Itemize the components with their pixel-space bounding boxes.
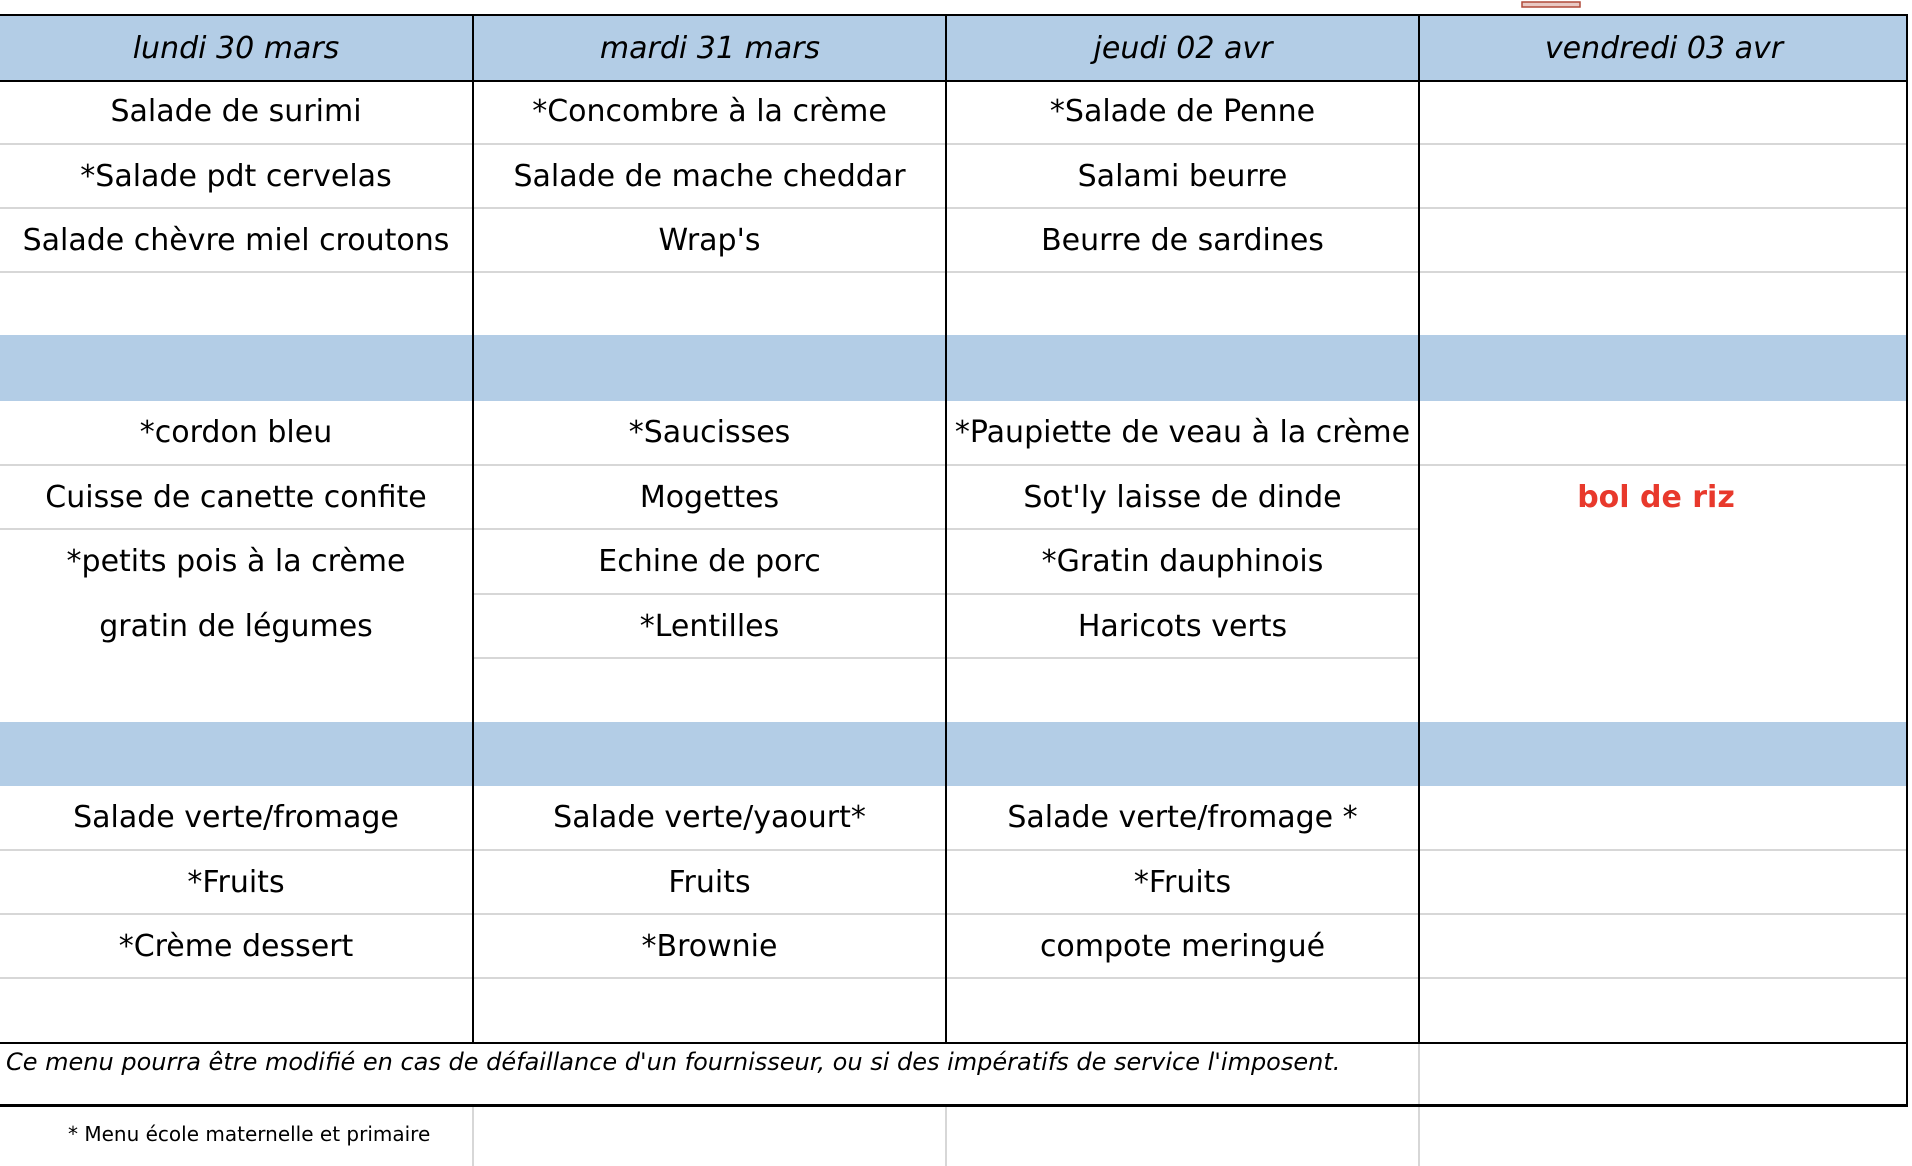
grid-line [945, 1107, 947, 1166]
plat-thursday-1: *Paupiette de veau à la crème [954, 415, 1411, 450]
plat-monday-1: *cordon bleu [139, 415, 333, 450]
notice-bottom-border [0, 1104, 1908, 1107]
column-border [1906, 14, 1908, 1104]
entree-monday-1: Salade de surimi [110, 94, 362, 129]
grid-line [474, 657, 1420, 659]
dessert-monday-2: *Fruits [187, 864, 285, 900]
disclaimer-note: Ce menu pourra être modifié en cas de défaillance d'un fournisseur, ou si des impératifs de service l'imposent. [6, 1048, 1341, 1076]
entree-tuesday-2: Salade de mache cheddar [513, 158, 906, 194]
plat-tuesday-4: *Lentilles [639, 608, 780, 644]
plat-thursday-3: *Gratin dauphinois [1041, 544, 1324, 579]
plat-monday-3: *petits pois à la crème [66, 544, 406, 579]
dessert-tuesday-1: Salade verte/yaourt* [553, 800, 866, 835]
entree-thursday-3: Beurre de sardines [1041, 222, 1324, 258]
day-header-tuesday: mardi 31 mars [599, 30, 821, 66]
entree-monday-3: Salade chèvre miel croutons [22, 222, 450, 258]
dessert-thursday-3: compote meringué [1039, 928, 1326, 964]
grid-line [0, 271, 1908, 273]
dessert-tuesday-3: *Brownie [641, 928, 778, 964]
plat-tuesday-1: *Saucisses [628, 415, 791, 450]
plat-friday-highlight: bol de riz [1577, 479, 1735, 515]
dessert-tuesday-2: Fruits [668, 864, 751, 900]
plat-thursday-4: Haricots verts [1077, 608, 1288, 644]
day-header-thursday: jeudi 02 avr [1093, 30, 1273, 66]
plat-tuesday-2: Mogettes [639, 479, 780, 515]
grid-line [1418, 1107, 1420, 1166]
entree-thursday-2: Salami beurre [1077, 158, 1288, 194]
section-band-desserts [0, 722, 1908, 786]
dessert-thursday-1: Salade verte/fromage * [1007, 800, 1358, 835]
dessert-monday-1: Salade verte/fromage [73, 800, 399, 835]
plat-monday-4: gratin de légumes [99, 608, 373, 644]
entree-tuesday-1: *Concombre à la crème [532, 94, 887, 129]
plat-thursday-2: Sot'ly laisse de dinde [1023, 479, 1342, 515]
grid-line [0, 977, 1908, 979]
grid-line [1418, 1044, 1420, 1104]
entree-monday-2: *Salade pdt cervelas [80, 158, 392, 194]
grid-line [472, 1107, 474, 1166]
day-header-friday: vendredi 03 avr [1544, 30, 1784, 66]
day-header-monday: lundi 30 mars [132, 30, 340, 66]
plat-tuesday-3: Echine de porc [598, 544, 821, 579]
dessert-thursday-2: *Fruits [1133, 864, 1232, 900]
plat-monday-2: Cuisse de canette confite [45, 479, 427, 515]
entree-thursday-1: *Salade de Penne [1049, 94, 1316, 129]
footnote: * Menu école maternelle et primaire [68, 1122, 431, 1146]
entree-tuesday-3: Wrap's [658, 222, 761, 258]
section-band-plats [0, 335, 1908, 401]
column-border [1418, 14, 1420, 1042]
dessert-monday-3: *Crème dessert [118, 928, 354, 964]
logo-fragment-icon [1520, 0, 1584, 10]
